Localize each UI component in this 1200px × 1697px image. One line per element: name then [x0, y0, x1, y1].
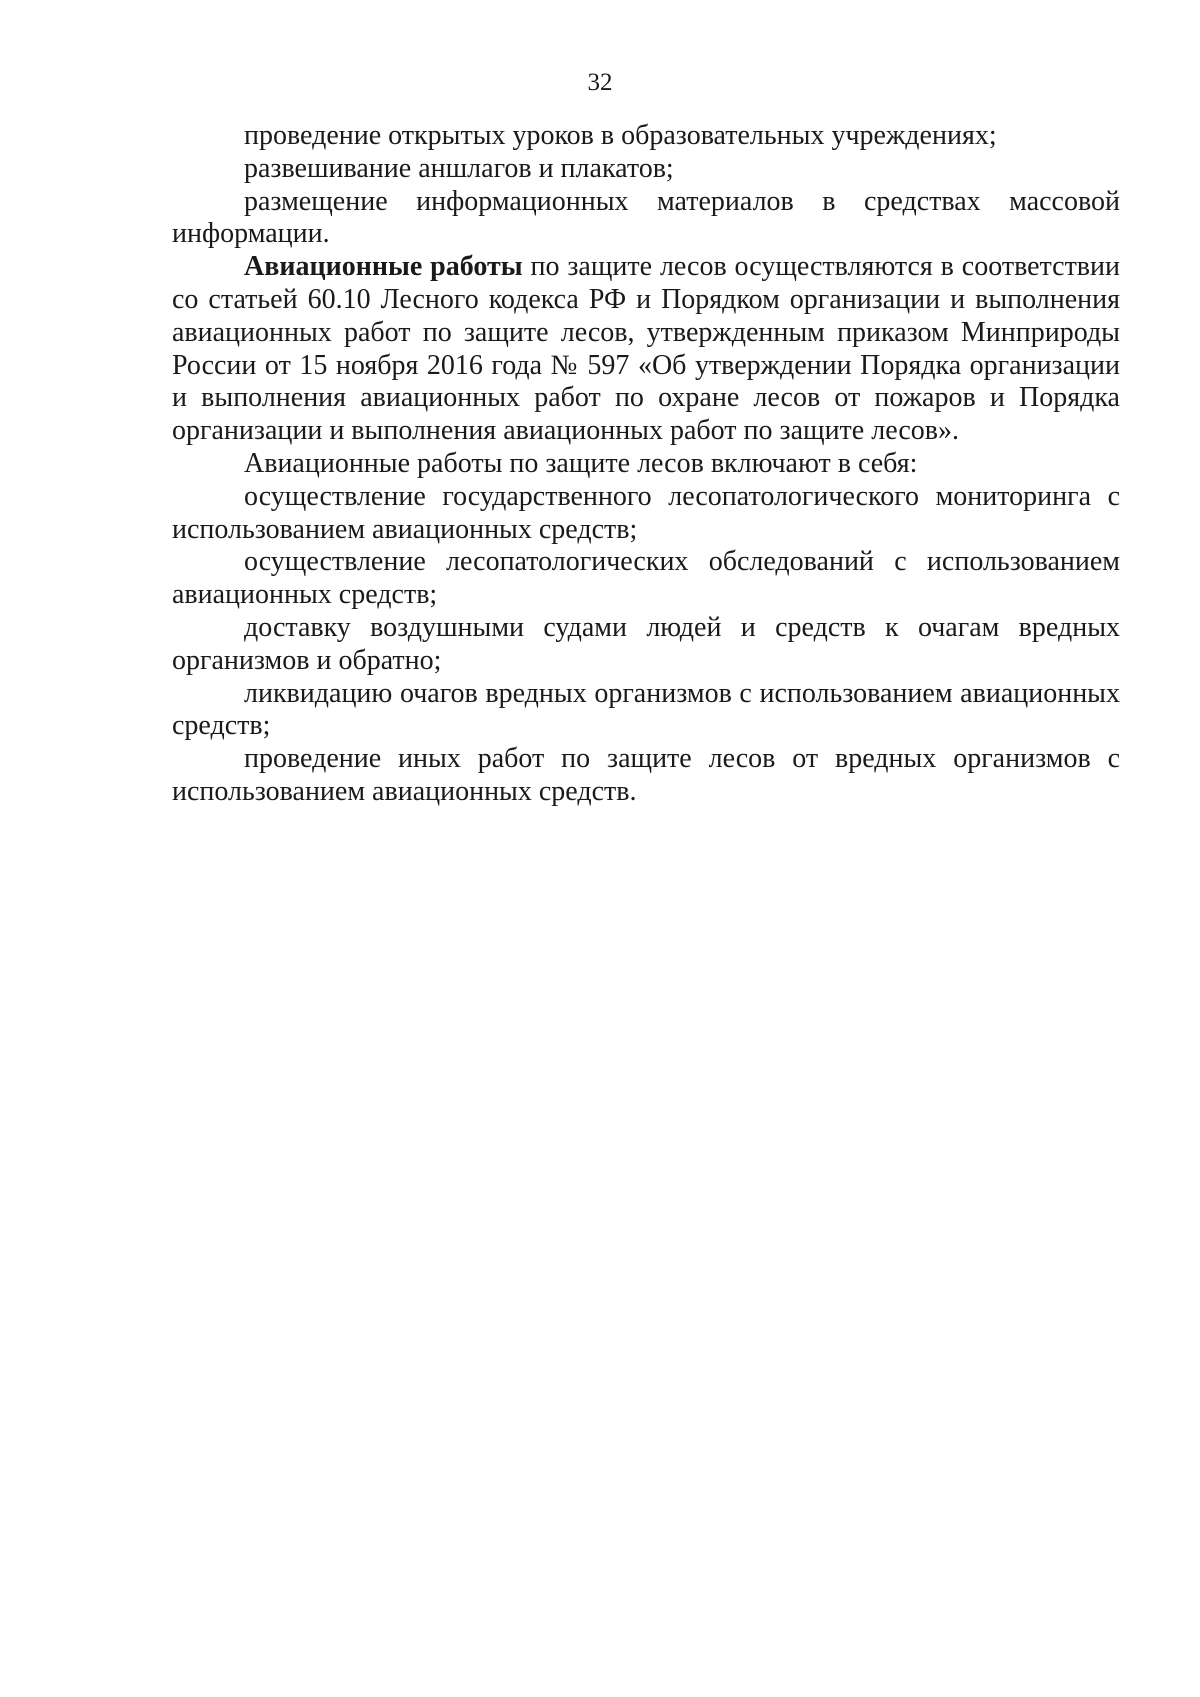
list-item-elimination: ликвидацию очагов вредных организмов с использованием авиационных средств; [172, 677, 1120, 742]
list-intro: Авиационные работы по защите лесов включают в себя: [244, 447, 918, 479]
paragraph-open-lessons: проведение открытых уроков в образовательных учреждениях; [244, 120, 997, 151]
paragraph-aviation-works [172, 251, 1120, 448]
bold-lead-text: Авиационные работы [244, 251, 523, 283]
page-number: 32 [587, 69, 613, 96]
list-item-monitoring: осуществление государственного лесопатологического мониторинга с использованием авиационных средств; [172, 480, 1120, 545]
list-item-surveys: осуществление лесопатологических обследований с использованием авиационных средств; [172, 546, 1120, 611]
document-body [172, 120, 1120, 809]
list-item-other-works: проведение иных работ по защите лесов от вредных организмов с использованием авиационных средств. [172, 743, 1120, 807]
paragraph-signs-posters: развешивание аншлагов и плакатов; [244, 152, 674, 184]
paragraph-mass-media: размещение информационных материалов в средствах массовой информации. [172, 185, 1120, 250]
aviation-paragraph-text: по защите лесов осуществляются в соответствии со статьей 60.10 Лесного кодекса РФ и Порядком организации и выполнения авиационных работ по защите лесов, утвержденным приказом Минприроды России от 15 ноября 2016 года № 597 «Об утверждении Порядка организации и выполнения авиационных работ по охране лесов от пожаров и Порядка организации и выполнения авиационных работ по защите лесов». [172, 251, 1120, 447]
list-item-delivery: доставку воздушными судами людей и средств к очагам вредных организмов и обратно; [172, 611, 1120, 676]
